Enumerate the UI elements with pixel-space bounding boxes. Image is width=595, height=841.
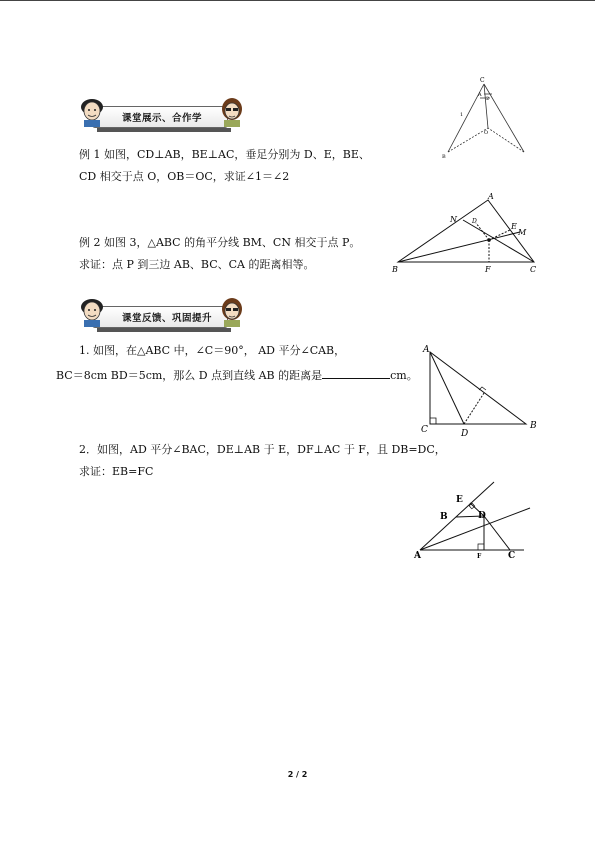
answer-blank: [322, 368, 390, 379]
example2-line1: 例 2 如图 3，△ABC 的角平分线 BM、CN 相交于点 P。: [79, 236, 361, 249]
problem2-line2: 求证：EB=FC: [79, 465, 154, 478]
fig2-label-c: C: [530, 265, 537, 274]
example2-line2: 求证：点 P 到三边 AB、BC、CA 的距离相等。: [79, 258, 315, 271]
fig2-triangle-abc: [398, 200, 534, 262]
fig3-label-c: C: [421, 425, 428, 435]
problem1-unit: cm。: [390, 369, 418, 382]
fig2-label-f: F: [485, 265, 491, 274]
example1-line2: CD 相交于点 O，OB＝OC，求证∠1＝∠2: [79, 170, 290, 183]
fig1-label-b: B: [442, 154, 446, 160]
fig4-label-f: F: [477, 553, 482, 560]
fig3-perp-d-ab: [464, 393, 484, 424]
fig4-label-c: C: [508, 551, 516, 560]
fig2-label-e: E: [511, 222, 517, 231]
problem1-line1: 1. 如图，在△ABC 中，∠C＝90°， AD 平分∠CAB，: [79, 344, 346, 357]
example1-line1: 例 1 如图，CD⊥AB，BE⊥AC，垂足分别为 D、E，BE、: [79, 148, 370, 161]
problem1-line2: [56, 368, 418, 383]
figure-problem2: [412, 478, 536, 560]
fig1-label-2: 2: [486, 96, 490, 102]
figure-problem1: [418, 342, 548, 440]
section-banner-class-display: [78, 100, 246, 128]
fig4-label-a: A: [414, 551, 421, 560]
fig2-label-n: N: [450, 215, 457, 224]
fig3-label-b: B: [530, 421, 537, 431]
fig1-label-o: O: [484, 130, 489, 136]
page-number: 2 / 2: [287, 770, 308, 779]
fig4-label-e: E: [456, 495, 463, 505]
banner-title: 课堂展示、合作学: [122, 113, 203, 124]
problem1-line2-text: BC＝8cm BD＝5cm，那么 D 点到直线 AB 的距离是: [56, 369, 323, 382]
fig1-line-co: [488, 128, 524, 152]
fig2-bisector-bm: [398, 232, 520, 262]
fig1-label-a: A: [478, 92, 482, 98]
problem2-line1: 2．如图，AD 平分∠BAC，DE⊥AB 于 E，DF⊥AC 于 F，且 DB=DC，: [79, 443, 446, 456]
fig1-line-ao: [484, 84, 488, 128]
fig2-label-d: D: [472, 218, 477, 225]
fig1-label-1: 1: [460, 112, 464, 118]
fig2-label-b: B: [392, 265, 398, 274]
fig3-label-d: D: [461, 429, 469, 439]
fig4-label-d: D: [478, 511, 486, 521]
banner-title: 课堂反馈、巩固提升: [122, 313, 213, 324]
fig4-label-b: B: [440, 512, 448, 522]
fig2-label-m: M: [518, 228, 527, 237]
figure-example1: [440, 74, 530, 160]
fig3-triangle-acb: [430, 352, 526, 424]
fig3-bisector-ad: [430, 352, 464, 424]
student-boy-icon: [78, 297, 106, 327]
figure-example2: [390, 190, 550, 276]
top-rule: [0, 0, 595, 1]
fig4-bisector-ad: [420, 508, 530, 550]
student-girl-icon: [218, 97, 246, 127]
section-banner-feedback: [78, 300, 246, 328]
fig2-point-p: [487, 238, 491, 242]
fig1-label-c: C: [480, 77, 485, 84]
fig2-perp-pd: [476, 223, 489, 240]
student-boy-icon: [78, 97, 106, 127]
fig2-label-a: A: [488, 192, 494, 201]
fig3-label-a: A: [423, 345, 430, 355]
fig2-bisector-cn: [463, 220, 534, 262]
student-girl-icon: [218, 297, 246, 327]
